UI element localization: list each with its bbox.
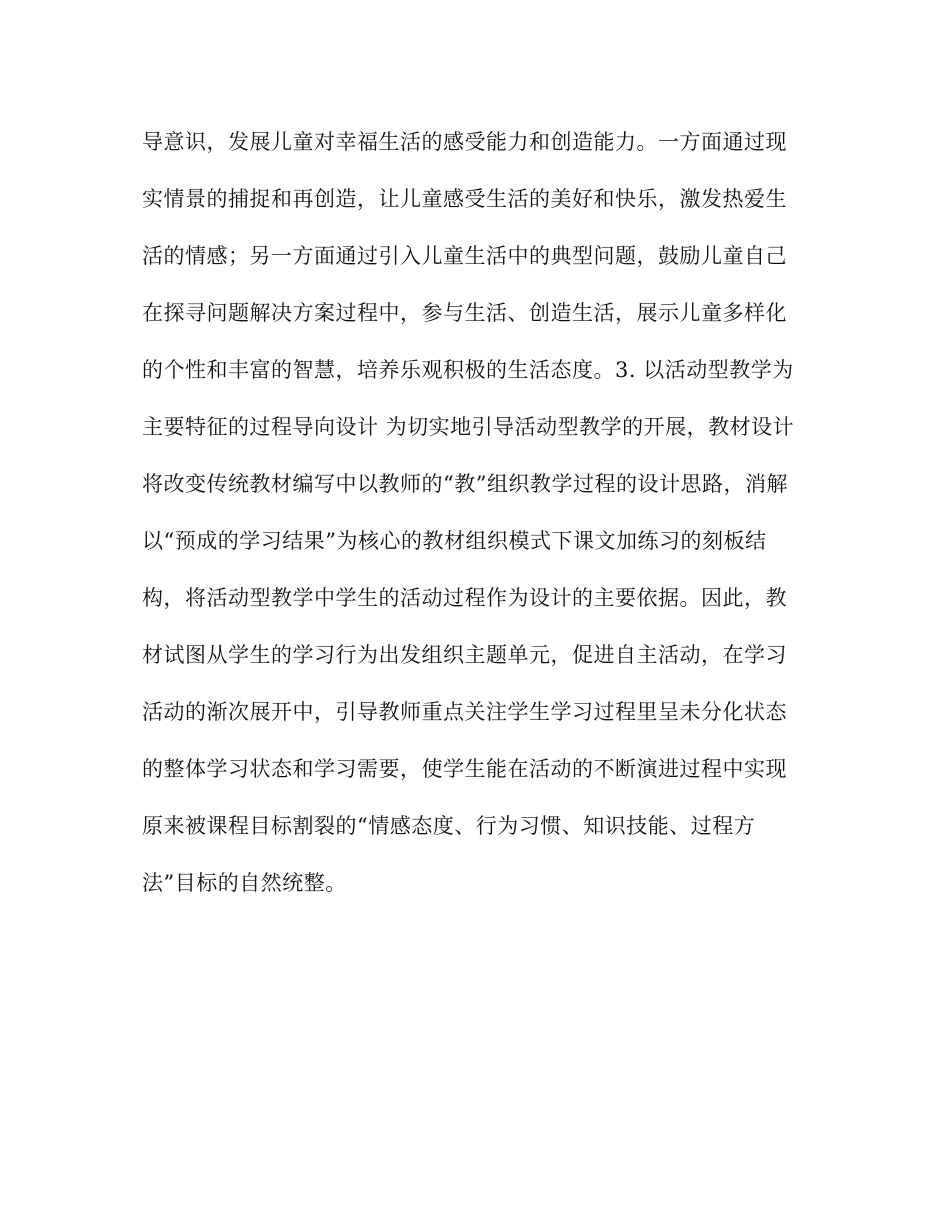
text-line: 以“预成的学习结果”为核心的教材组织模式下课文加练习的刻板结	[142, 529, 767, 553]
text-line: 的整体学习状态和学习需要，使学生能在活动的不断演进过程中实现	[142, 757, 787, 781]
text-line: 原来被课程目标割裂的“情感态度、行为习惯、知识技能、过程方	[142, 814, 756, 838]
text-line: 活动的渐次展开中，引导教师重点关注学生学习过程里呈未分化状态	[142, 700, 787, 724]
text-line: 导意识，发展儿童对幸福生活的感受能力和创造能力。一方面通过现	[142, 130, 787, 154]
text-line: 构，将活动型教学中学生的活动过程作为设计的主要依据。因此，教	[142, 586, 787, 610]
text-line: 主要特征的过程导向设计 为切实地引导活动型教学的开展，教材设计	[142, 415, 795, 439]
text-line: 实情景的捕捉和再创造，让儿童感受生活的美好和快乐，激发热爱生	[142, 187, 787, 211]
text-line: 材试图从学生的学习行为出发组织主题单元，促进自主活动，在学习	[142, 643, 787, 667]
text-line: 将改变传统教材编写中以教师的“教”组织教学过程的设计思路，消解	[142, 472, 788, 496]
text-line: 法”目标的自然统整。	[142, 871, 347, 895]
text-line: 活的情感；另一方面通过引入儿童生活中的典型问题，鼓励儿童自己	[142, 244, 787, 268]
body-text	[142, 118, 822, 916]
text-line: 的个性和丰富的智慧，培养乐观积极的生活态度。3. 以活动型教学为	[142, 358, 794, 382]
text-line: 在探寻问题解决方案过程中，参与生活、创造生活，展示儿童多样化	[142, 301, 787, 325]
